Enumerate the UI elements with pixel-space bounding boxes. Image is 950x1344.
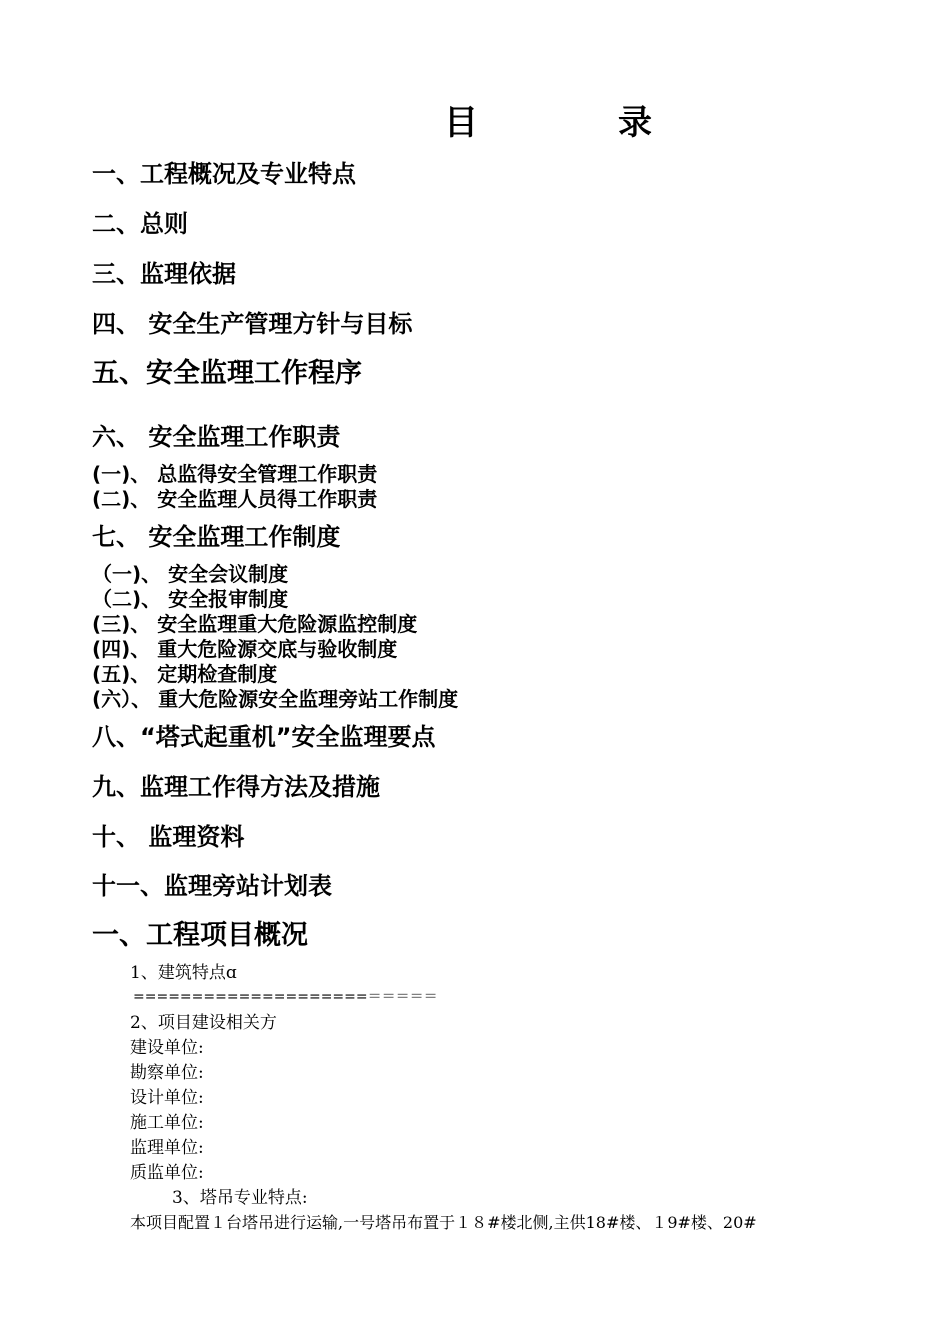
- toc-item: 七、 安全监理工作制度: [92, 523, 341, 551]
- toc-subitem: (一)、 总监得安全管理工作职责: [92, 462, 378, 486]
- toc-item: 十一、监理旁站计划表: [92, 872, 332, 900]
- toc-title-right: 录: [618, 103, 652, 143]
- toc-item: 一、工程概况及专业特点: [92, 160, 356, 188]
- toc-item: 八、“塔式起重机”安全监理要点: [92, 723, 436, 751]
- body-line: 3、塔吊专业特点:: [172, 1188, 308, 1208]
- toc-subitem: (二)、 安全监理人员得工作职责: [92, 487, 378, 511]
- separator-line: ====================＝＝＝＝＝: [133, 989, 438, 1005]
- body-line: 1、建筑特点ɑ: [130, 963, 237, 983]
- toc-item: 四、 安全生产管理方针与目标: [92, 310, 413, 338]
- toc-item: 三、监理依据: [92, 260, 236, 288]
- section-heading: 一、工程项目概况: [92, 920, 308, 951]
- body-line: 建设单位:: [130, 1038, 204, 1058]
- body-line: 勘察单位:: [130, 1063, 204, 1083]
- toc-subitem: (四)、 重大危险源交底与验收制度: [92, 637, 398, 661]
- toc-item: 六、 安全监理工作职责: [92, 423, 341, 451]
- body-line: 质监单位:: [130, 1163, 204, 1183]
- toc-item: 九、监理工作得方法及措施: [92, 773, 380, 801]
- body-line: 监理单位:: [130, 1138, 204, 1158]
- toc-title-left: 目: [444, 103, 478, 143]
- toc-subitem: (六）、 重大危险源安全监理旁站工作制度: [92, 687, 459, 711]
- toc-item: 五、安全监理工作程序: [92, 358, 362, 389]
- toc-subitem: （一)、 安全会议制度: [92, 562, 289, 586]
- body-line: 设计单位:: [130, 1088, 204, 1108]
- toc-item: 十、 监理资料: [92, 823, 245, 851]
- body-line: 本项目配置１台塔吊进行运输,一号塔吊布置于１８#楼北侧,主供18#楼、１9#楼、20#: [130, 1213, 757, 1232]
- body-line: 2、项目建设相关方: [130, 1013, 277, 1033]
- toc-subitem: (三)、 安全监理重大危险源监控制度: [92, 612, 418, 636]
- toc-item: 二、总则: [92, 210, 188, 238]
- body-line: 施工单位:: [130, 1113, 204, 1133]
- toc-subitem: （二)、 安全报审制度: [92, 587, 289, 611]
- toc-subitem: (五)、 定期检查制度: [92, 662, 278, 686]
